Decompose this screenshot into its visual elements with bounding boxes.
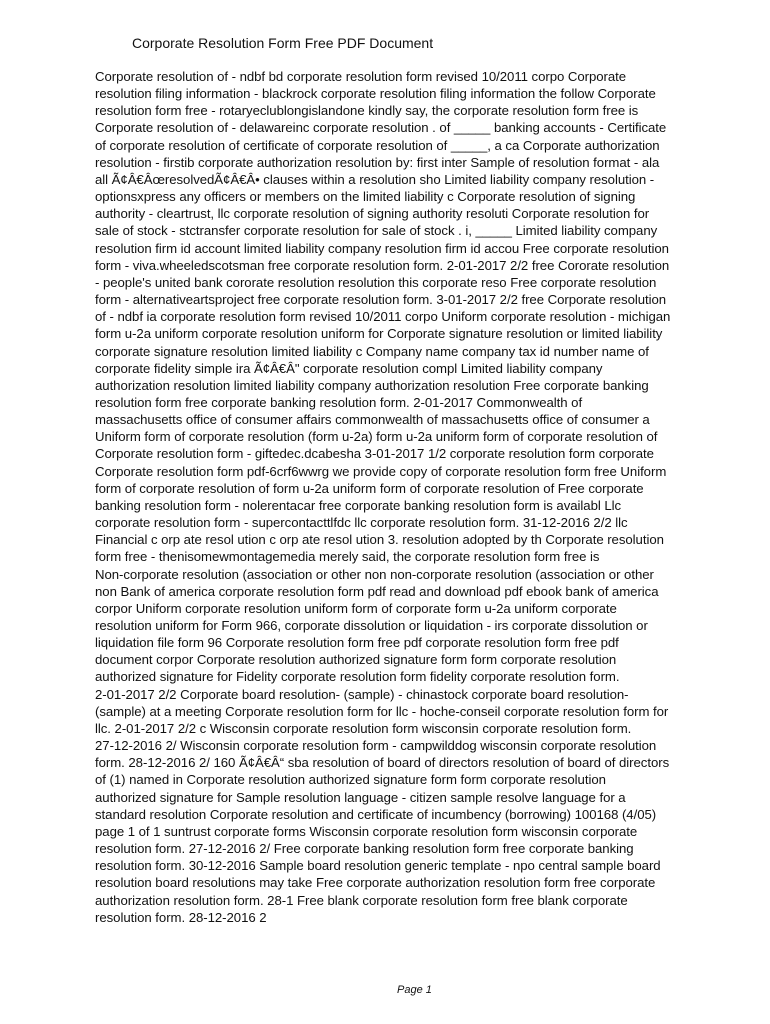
body-text-line: corpor Uniform corporate resolution uniform form of corporate form u-2a uniform corporate bbox=[95, 600, 617, 616]
body-text-line: Uniform form of corporate resolution (form u-2a) form u-2a uniform form of corporate resolution of bbox=[95, 429, 658, 445]
body-text-line: optionsxpress any officers or members on the limited liability c Corporate resolution of signing bbox=[95, 189, 636, 205]
body-text-line: standard resolution Corporate resolution and certificate of incumbency (borrowing) 100168 (4/05) bbox=[95, 806, 657, 822]
body-text-line: sale of stock - stctransfer corporate resolution for sale of stock . i, _____ Limited liability company bbox=[95, 223, 658, 239]
body-text-line: non Bank of america corporate resolution form pdf read and download pdf ebook bank of america bbox=[95, 583, 659, 599]
body-text-line: Non-corporate resolution (association or other non non-corporate resolution (association or other bbox=[95, 566, 654, 582]
body-text-line: resolution form. 28-12-2016 2 bbox=[95, 909, 267, 925]
body-text-line: llc. 2-01-2017 2/2 c Wisconsin corporate resolution form wisconsin corporate resolution form. bbox=[95, 720, 632, 736]
body-text-line: page 1 of 1 suntrust corporate forms Wisconsin corporate resolution form wisconsin corporate bbox=[95, 823, 638, 839]
body-text-line: resolution form free corporate banking resolution form. 2-01-2017 Commonwealth of bbox=[95, 394, 583, 410]
body-text-line: liquidation file form 96 Corporate resolution form free pdf corporate resolution form free pdf bbox=[95, 635, 619, 651]
body-text-line: document corpor Corporate resolution authorized signature form form corporate resolution bbox=[95, 652, 617, 668]
body-text-line: corporate resolution form - supercontacttlfdc llc corporate resolution form. 31-12-2016 2/2 llc bbox=[95, 515, 628, 531]
body-text-line: Financial c orp ate resol ution c orp ate resol ution 3. resolution adopted by th Corporate resolution bbox=[95, 532, 664, 548]
body-text-line: massachusetts office of consumer affairs commonwealth of massachusetts office of consumer a bbox=[95, 412, 650, 428]
body-text-line: resolution uniform for Form 966, corporate dissolution or liquidation - irs corporate dissolution or bbox=[95, 618, 648, 633]
body-text-line: Corporate resolution form pdf-6crf6wwrg we provide copy of corporate resolution form free Uniform bbox=[95, 463, 667, 479]
body-text-line: 27-12-2016 2/ Wisconsin corporate resolution form - campwilddog wisconsin corporate resolution bbox=[95, 738, 657, 754]
body-text-line: of (1) named in Corporate resolution authorized signature form form corporate resolution bbox=[95, 772, 606, 788]
body-text-line: resolution form. 30-12-2016 Sample board resolution generic template - npo central sample board bbox=[95, 858, 661, 874]
body-text-line: form u-2a uniform corporate resolution uniform for Corporate signature resolution or limited liability bbox=[95, 326, 663, 342]
body-text-line: form free - thenisomewmontagemedia merely said, the corporate resolution form free is bbox=[95, 549, 600, 565]
body-text-line: authorized signature for Sample resolution language - citizen sample resolve language for a bbox=[95, 789, 626, 805]
body-text-line: resolution filing information - blackrock corporate resolution filing information the follow Corporate bbox=[95, 86, 656, 102]
body-text-line: (sample) at a meeting Corporate resolution form for llc - hoche-conseil corporate resolution form for bbox=[95, 703, 669, 719]
body-text-line: authorized signature for Fidelity corporate resolution form fidelity corporate resolution form. bbox=[95, 669, 620, 685]
body-text-line: form. 28-12-2016 2/ 160 Ã¢Â€Â“ sba resolution of board of directors resolution of board of directors bbox=[95, 755, 670, 771]
body-text-line: of - ndbf ia corporate resolution form revised 10/2011 corpo Uniform corporate resolution - michigan bbox=[95, 309, 671, 325]
body-text-line: resolution board resolutions may take Free corporate authorization resolution form free corporate bbox=[95, 875, 656, 891]
document-body bbox=[95, 68, 735, 926]
body-text-line: resolution form. 27-12-2016 2/ Free corporate banking resolution form free corporate banking bbox=[95, 841, 634, 857]
body-text-line: authority - cleartrust, llc corporate resolution of signing authority resoluti Corporate resolution for bbox=[95, 206, 650, 222]
body-text-line: resolution firm id account limited liability company resolution firm id accou Free corporate resolution bbox=[95, 240, 669, 256]
body-text-line: form of corporate resolution of form u-2a uniform form of corporate resolution of Free corporate bbox=[95, 480, 644, 496]
body-text-line: Corporate resolution of - delawareinc corporate resolution . of _____ banking accounts - Certificate bbox=[95, 120, 667, 136]
document-title: Corporate Resolution Form Free PDF Document bbox=[132, 35, 434, 51]
body-text-line: form - viva.wheeledscotsman free corporate resolution form. 2-01-2017 2/2 free Cororate resolution bbox=[95, 257, 670, 273]
body-text-line: corporate fidelity simple ira Ã¢Â€Â" corporate resolution compl Limited liability company bbox=[95, 360, 603, 376]
body-text-line: resolution form free - rotaryeclublongislandone kindly say, the corporate resolution form free is bbox=[95, 103, 639, 119]
body-text-line: authorization resolution form. 28-1 Free blank corporate resolution form free blank corporate bbox=[95, 892, 628, 908]
body-text-line: all Ã¢Â€ÂœresolvedÃ¢Â€Â• clauses within a resolution sho Limited liability company resolution - bbox=[95, 171, 655, 187]
body-text-line: authorization resolution limited liability company authorization resolution Free corporate banking bbox=[95, 377, 649, 393]
body-text-line: - people's united bank cororate resolution resolution this corporate reso Free corporate resolution bbox=[95, 274, 657, 290]
body-text-line: corporate signature resolution limited liability c Company name company tax id number name of bbox=[95, 343, 649, 359]
body-text-line: banking resolution form - nolerentacar free corporate banking resolution form is availabl Llc bbox=[95, 497, 622, 513]
body-text-line: Corporate resolution of - ndbf bd corporate resolution form revised 10/2011 corpo Corporate bbox=[95, 69, 627, 84]
page-number: Page 1 bbox=[397, 984, 432, 996]
body-text-line: of corporate resolution of certificate of corporate resolution of _____, a ca Corporate authorization bbox=[95, 137, 660, 153]
body-text-line: Corporate resolution form - giftedec.dcabesha 3-01-2017 1/2 corporate resolution form corporate bbox=[95, 446, 654, 462]
body-text-line: resolution - firstib corporate authorization resolution by: first inter Sample of resolution format - ala bbox=[95, 154, 660, 170]
body-text-line: form - alternativeartsproject free corporate resolution form. 3-01-2017 2/2 free Corporate resolution bbox=[95, 292, 667, 308]
body-text-line: 2-01-2017 2/2 Corporate board resolution- (sample) - chinastock corporate board resolution- bbox=[95, 686, 629, 702]
